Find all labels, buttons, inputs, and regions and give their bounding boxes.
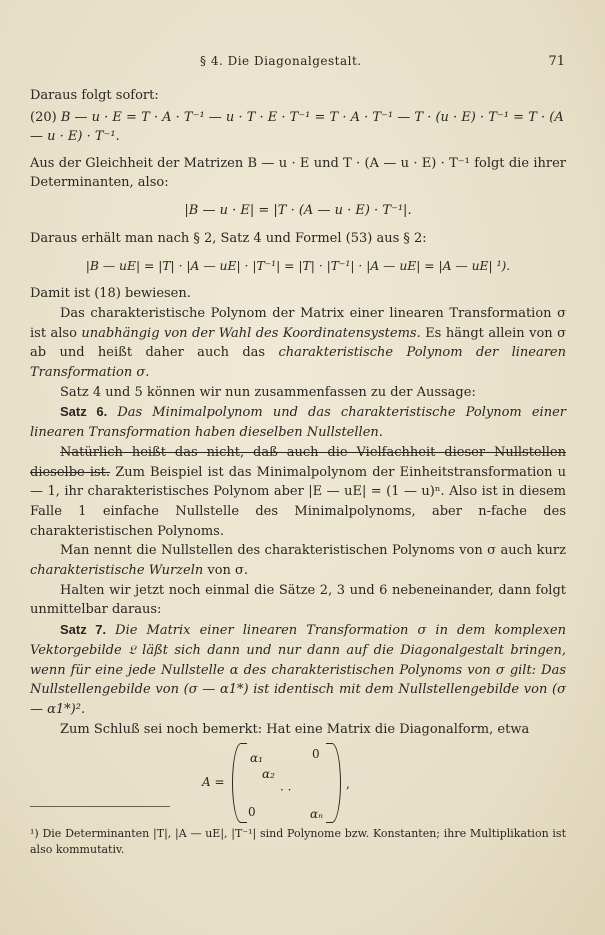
paragraph-natuerlich: [30, 443, 566, 542]
right-paren: [326, 743, 341, 823]
paragraph-bewiesen: Damit ist (18) bewiesen.: [30, 286, 191, 302]
theorem-label: Satz 7.: [60, 622, 107, 638]
equation-det1: |B — u · E| = |T · (A — u · E) · T⁻¹|.: [184, 203, 412, 219]
theorem-label: Satz 6.: [60, 404, 108, 420]
theorem-7: [30, 620, 566, 720]
equation-20: [30, 108, 566, 152]
matrix-a22: α₂: [262, 767, 275, 782]
footnote: ¹) Die Determinanten |T|, |A — uE|, |T⁻¹| sind Polynome bzw. Konstanten; ihre Multiplikation ist also kommutativ.: [30, 827, 566, 856]
matrix-dots: · ·: [280, 783, 292, 798]
equation-20-line1: B — u · E = T · A · T⁻¹ — u · T · E · T⁻¹ = T · A · T⁻¹ — T · (u · E) · T⁻¹: [60, 109, 510, 125]
emphasis: charakteristische Wurzeln: [30, 563, 204, 579]
text-run: von σ.: [203, 563, 249, 579]
diagonal-matrix: [30, 743, 566, 823]
page-number: 71: [548, 54, 565, 69]
text-run: Es hängt allein von σ ab und heißt daher auch das: [30, 325, 566, 361]
theorem-6: [30, 402, 566, 442]
running-header: [30, 54, 565, 72]
paragraph-satz45: Satz 4 und 5 können wir nun zusammenfassen zu der Aussage:: [60, 384, 476, 400]
left-paren: [232, 743, 247, 823]
emphasis: unabhängig von der Wahl des Koordinatensystems.: [81, 325, 421, 341]
text-run: Man nennt die Nullstellen des charakteristischen Polynoms von σ auch kurz: [60, 543, 566, 559]
paragraph-gleichheit: Aus der Gleichheit der Matrizen B — u · E und T · (A — u · E) · T⁻¹ folgt die ihrer Determinanten, also:: [30, 155, 566, 191]
struck-text: Natürlich heißt das nicht, daß auch die Vielfachheit dieser Nullstellen dieselbe ist.: [30, 444, 566, 480]
theorem-text: Das Minimalpolynom und das charakteristische Polynom einer linearen Transformation haben dieselben Nullstellen.: [30, 405, 566, 441]
text-run: Das charakteristische Polynom der Matrix einer linearen Transformation σ ist also: [30, 305, 566, 341]
matrix-trail: ,: [346, 777, 350, 792]
page-body: [30, 86, 566, 827]
section-title: § 4. Die Diagonalgestalt.: [200, 54, 362, 68]
matrix-a11: α₁: [250, 751, 263, 766]
matrix-zero-bottom: 0: [248, 805, 256, 820]
paragraph-wurzeln: [30, 541, 566, 580]
matrix-lhs: A =: [202, 775, 225, 790]
paragraph-halten: Halten wir jetzt noch einmal die Sätze 2, 3 und 6 nebeneinander, dann folgt unmittelbar daraus:: [30, 582, 566, 618]
paragraph-schluss: Zum Schluß sei noch bemerkt: Hat eine Matrix die Diagonalform, etwa: [60, 721, 530, 737]
footnote-rule: [30, 806, 170, 807]
matrix-zero-top: 0: [312, 747, 320, 762]
equation-label: (20): [30, 109, 57, 125]
equation-20-line2: = T · (A — u · E) · T⁻¹.: [30, 109, 564, 145]
theorem-text: Die Matrix einer linearen Transformation σ in dem komplexen Vektorgebilde 𝔏 läßt sich dann und nur dann auf die Diagonalgestalt bringen, wenn für eine jede Nullstelle α des charakteristischen Polynoms von σ gilt: Das Nullstellengebilde von (σ — α1*) ist identisch mit dem Nullstellengebilde von (σ — α1*)².: [30, 623, 567, 717]
paragraph-satz2: Daraus erhält man nach § 2, Satz 4 und Formel (53) aus § 2:: [30, 230, 427, 246]
emphasis: charakteristische Polynom der linearen Transformation σ.: [30, 345, 566, 381]
matrix-ann: αₙ: [310, 807, 323, 822]
text-run: Zum Beispiel ist das Minimalpolynom der Einheitstransformation u — 1, ihr charakteristisches Polynom aber |E — uE| = (1 — u)ⁿ. Also ist in diesem Falle 1 einfache Nullstelle des Minimalpolynoms, aber n-fache des charakteristischen Polynoms.: [30, 464, 567, 539]
intro-line: Daraus folgt sofort:: [30, 88, 159, 103]
equation-det2: |B — uE| = |T| · |A — uE| · |T⁻¹| = |T| · |T⁻¹| · |A — uE| = |A — uE| ¹).: [85, 258, 511, 273]
paragraph-polynom: [30, 304, 566, 383]
